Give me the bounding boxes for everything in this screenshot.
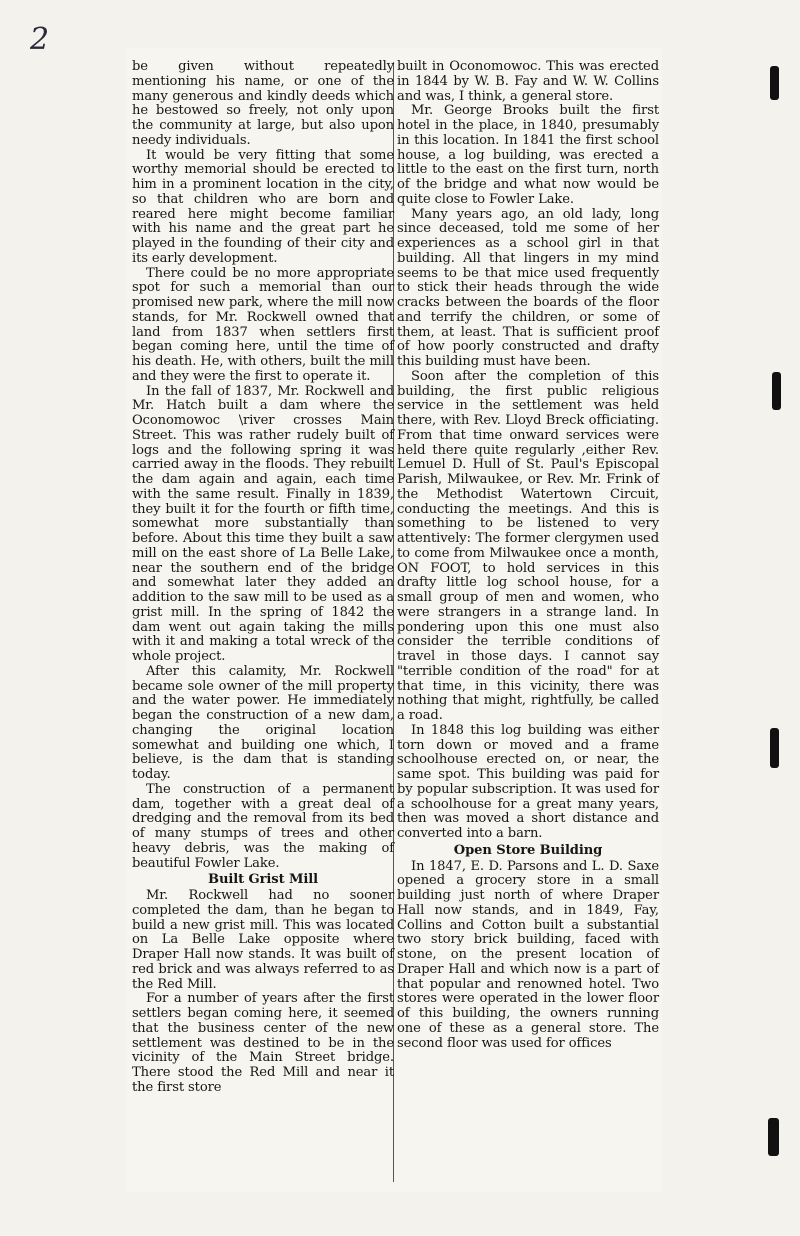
paragraph: There could be no more appropriate spot for such a memorial than our promised new park, where the mill now stands, for Mr. Rockwell owned that land from 1837 when settlers first began coming here, until the time of his death. He, with others, built the mill and they were the first to operate it. [132, 265, 394, 384]
paragraph: The construction of a permanent dam, together with a great deal of dredging and the removal from its bed of many stumps of trees and other heavy debris, was the making of beautiful Fowler Lake. [132, 781, 394, 871]
left-column [132, 60, 394, 1096]
paragraph: After this calamity, Mr. Rockwell became sole owner of the mill property and the water power. He immediately began the construction of a new dam, changing the original location somewhat and building one which, I believe, is the dam that is standing today. [132, 663, 394, 782]
binding-hole-mark [768, 1118, 779, 1156]
paragraph: Soon after the completion of this building, the first public religious service in the settlement was held there, with Rev. Lloyd Breck officiating. From that time onward services were held there quite regularly ,either Rev. Lemuel D. Hull of St. Paul's Episcopal Parish, Milwaukee, or Rev. Mr. Frink of the Methodist Watertown Circuit, conducting the meetings. And this is something to be listened to very attentively: The former clergymen used to come from Milwaukee once a month, ON FOOT, to hold services in this drafty little log school house, for a small group of men and women, who were strangers in a strange land. In pondering upon this one must also consider the terrible conditions of travel in those days. I cannot say "terrible condition of the road" for at that time, in this vicinity, there was nothing that might, rightfully, be called a road. [397, 368, 659, 723]
paragraph: built in Oconomowoc. This was erected in 1844 by W. B. Fay and W. W. Collins and was, I think, a general store. [397, 59, 659, 104]
paragraph: Mr. Rockwell had no sooner completed the dam, than he began to build a new grist mill. This was located on La Belle Lake opposite where Draper Hall now stands. It was built of red brick and was always referred to as the Red Mill. [132, 888, 394, 992]
paragraph: It would be very fitting that some worthy memorial should be erected to him in a prominent location in the city, so that children who are born and reared here might become familiar with his name and the great part he played in the founding of their city and its early development. [132, 147, 394, 266]
paragraph: be given without repeatedly mentioning his name, or one of the many generous and kindly deeds which he bestowed so freely, not only upon the community at large, but also upon needy individuals. [132, 59, 394, 148]
paragraph: In the fall of 1837, Mr. Rockwell and Mr. Hatch built a dam where the Oconomowoc \river crosses Main Street. This was rather rudely built of logs and the following spring it was carried away in the floods. They rebuilt the dam again and again, each time with the same result. Finally in 1839, they built it for the fourth or fifth time, somewhat more substantially than before. About this time they built a saw mill on the east shore of La Belle Lake, near the southern end of the bridge and somewhat later they added an addition to the saw mill to be used as a grist mill. In the spring of 1842 the dam went out again taking the mills with it and making a total wreck of the whole project. [132, 383, 394, 664]
right-column [397, 60, 659, 1051]
paragraph: In 1847, E. D. Parsons and L. D. Saxe opened a grocery store in a small building just north of where Draper Hall now stands, and in 1849, Fay, Collins and Cotton built a substantial two story brick building, faced with stone, on the present location of Draper Hall and which now is a part of that popular and renowned hotel. Two stores were operated in the lower floor of this building, the owners running one of these as a general store. The second floor was used for offices [397, 858, 659, 1051]
paragraph: Many years ago, an old lady, long since deceased, told me some of her experiences as a school girl in that building. All that lingers in my mind seems to be that mice used frequently to stick their heads through the wide cracks between the boards of the floor and terrify the children, or some of them, at least. That is sufficient proof of how poorly constructed and drafty this building must have been. [397, 206, 659, 369]
binding-hole-mark [770, 728, 779, 768]
section-heading: Built Grist Mill [208, 872, 318, 888]
paragraph: In 1848 this log building was either torn down or moved and a frame schoolhouse erected on, or near, the same spot. This building was paid for by popular subscription. It was used for a schoolhouse for a great many years, then was moved a short distance and converted into a barn. [397, 722, 659, 841]
binding-hole-mark [772, 372, 781, 410]
paragraph: For a number of years after the first settlers began coming here, it seemed that the business center of the new settlement was destined to be in the vicinity of the Main Street bridge. There stood the Red Mill and near it the first store [132, 991, 394, 1095]
section-heading: Open Store Building [453, 842, 603, 858]
binding-hole-mark [770, 66, 779, 100]
paragraph: Mr. George Brooks built the first hotel in the place, in 1840, presumably in this location. In 1841 the first school house, a log building, was erected a little to the east on the first turn, north of the bridge and what now would be quite close to Fowler Lake. [397, 103, 659, 207]
page-number: 2 [30, 22, 50, 57]
